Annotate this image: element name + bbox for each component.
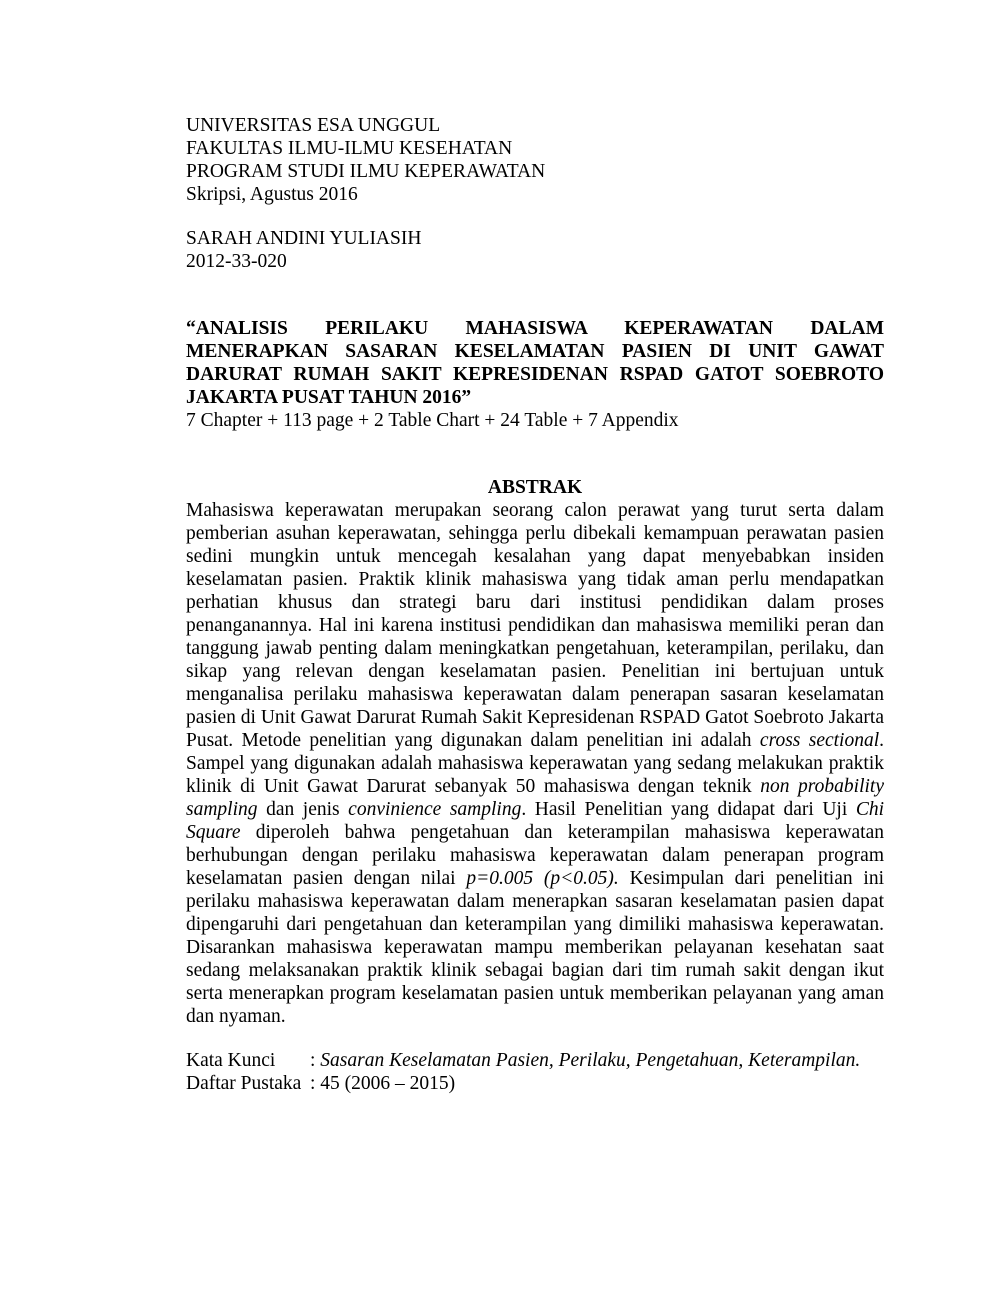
abstract-text: diperoleh bahwa pengetahuan dan keterampilan mahasiswa keperawatan berhubungan dengan perilaku mahasiswa keperawatan dalam penerapan program keselamatan pasien dengan nilai <box>186 822 884 889</box>
references-row <box>186 1072 884 1095</box>
keywords-value: Sasaran Keselamatan Pasien, Perilaku, Pengetahuan, Keterampilan. <box>320 1050 861 1071</box>
author-name: SARAH ANDINI YULIASIH <box>186 228 422 249</box>
keywords-separator: : <box>310 1050 321 1071</box>
abstract-body <box>186 499 884 1028</box>
abstract-text: . Hasil Penelitian yang didapat dari Uji <box>521 799 856 820</box>
abstract-italic-term: convinience sampling <box>348 799 522 820</box>
abstract-italic-term: p=0.005 (p<0.05). <box>466 868 619 889</box>
author-block <box>186 227 884 273</box>
faculty-name: FAKULTAS ILMU-ILMU KESEHATAN <box>186 138 513 159</box>
keywords-row <box>186 1049 884 1072</box>
thesis-title: “ANALISIS PERILAKU MAHASISWA KEPERAWATAN DALAM MENERAPKAN SASARAN KESELAMATAN PASIEN DI UNIT GAWAT DARURAT RUMAH SAKIT KEPRESIDENAN RSPAD GATOT SOEBROTO JAKARTA PUSAT TAHUN 2016” <box>186 318 884 408</box>
abstract-text: Mahasiswa keperawatan merupakan seorang calon perawat yang turut serta dalam pemberian asuhan keperawatan, sehingga perlu dibekali kemampuan perawatan pasien sedini mungkin untuk mencegah kesalahan yang dapat menyebabkan insiden keselamatan pasien. Praktik klinik mahasiswa yang tidak aman perlu mendapatkan perhatian khusus dan strategi baru dari institusi pendidikan dalam proses penanganannya. Hal ini karena institusi pendidikan dan mahasiswa memiliki peran dan tanggung jawab penting dalam meningkatkan pengetahuan, keterampilan, perilaku, dan sikap yang relevan dengan keselamatan pasien. Penelitian ini bertujuan untuk menganalisa perilaku mahasiswa keperawatan dalam penerapan sasaran keselamatan pasien di Unit Gawat Darurat Rumah Sakit Kepresidenan RSPAD Gatot Soebroto Jakarta Pusat. Metode penelitian yang digunakan dalam penelitian ini adalah <box>186 500 884 751</box>
references-value: : 45 (2006 – 2015) <box>310 1073 456 1094</box>
abstract-text: dan jenis <box>257 799 349 820</box>
keywords-label: Kata Kunci <box>186 1050 276 1071</box>
document-page <box>186 114 884 1095</box>
abstract-heading: ABSTRAK <box>487 477 583 498</box>
program-name: PROGRAM STUDI ILMU KEPERAWATAN <box>186 161 546 182</box>
abstract-text: Kesimpulan dari penelitian ini perilaku mahasiswa keperawatan dalam menerapkan sasaran keselamatan pasien dapat dipengaruhi dari pengetahuan dan keterampilan yang dimiliki mahasiswa keperawatan. Disarankan mahasiswa keperawatan mampu memberikan pelayanan kesehatan saat sedang melaksanakan praktik klinik sebagai bagian dari tim rumah sakit dengan ikut serta menerapkan program keselamatan pasien untuk memberikan pelayanan yang aman dan nyaman. <box>186 868 885 1027</box>
university-name: UNIVERSITAS ESA UNGGUL <box>186 115 441 136</box>
abstract-text: . Sampel yang digunakan adalah mahasiswa keperawatan yang sedang melakukan praktik klinik di Unit Gawat Darurat sebanyak 50 mahasiswa dengan teknik <box>186 730 885 797</box>
student-id: 2012-33-020 <box>186 251 287 272</box>
institution-header <box>186 114 884 206</box>
abstract-italic-term: non probability sampling <box>186 776 884 820</box>
abstract-italic-term: cross sectional <box>759 730 880 751</box>
summary-counts: 7 Chapter + 113 page + 2 Table Chart + 24 Table + 7 Appendix <box>186 410 679 431</box>
abstract-italic-term: Chi Square <box>186 799 884 843</box>
abstract-section <box>186 476 884 1028</box>
thesis-date: Skripsi, Agustus 2016 <box>186 184 358 205</box>
references-label: Daftar Pustaka <box>186 1073 302 1094</box>
